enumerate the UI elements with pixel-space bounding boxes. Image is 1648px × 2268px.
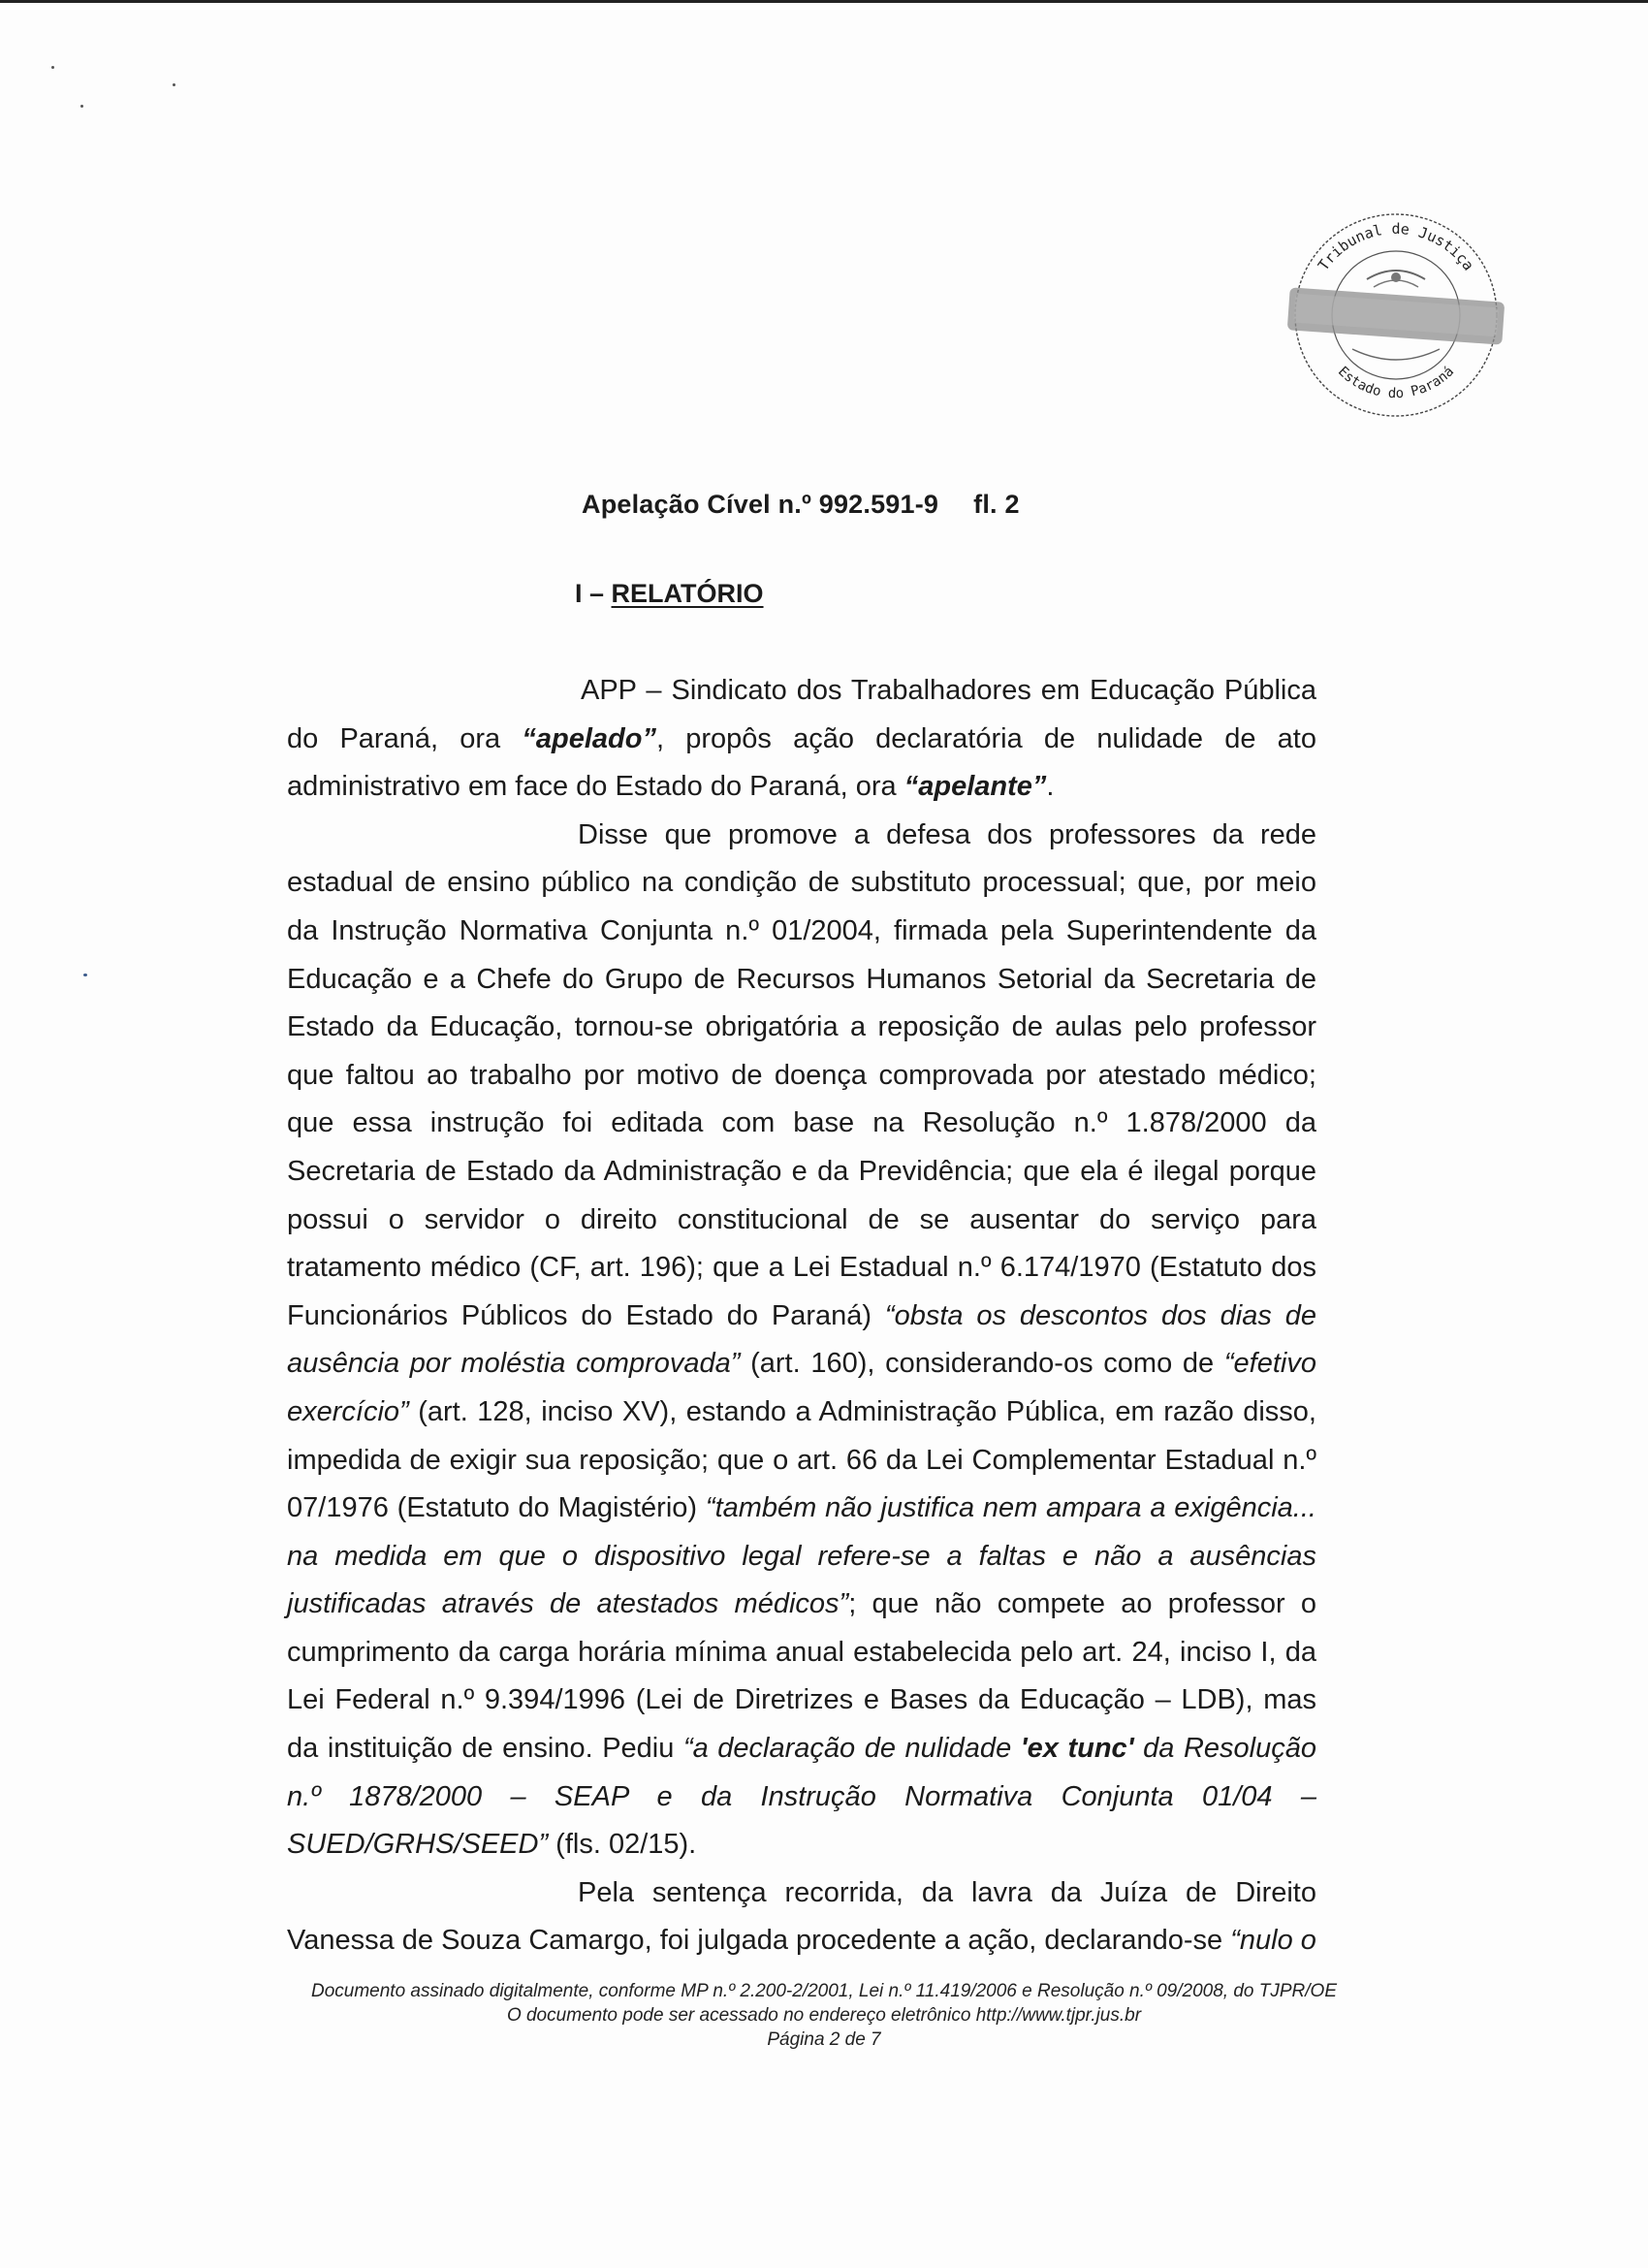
scan-speck	[173, 83, 175, 86]
svg-text:Estado do Paraná: Estado do Paraná	[1334, 364, 1458, 402]
quotation: “também não justifica nem ampara a exigência... na medida em que o dispositivo legal refere-se a faltas e não a ausências justificadas através de atestados médicos”	[287, 1492, 1316, 1620]
footer-signature-note: Documento assinado digitalmente, conforme MP n.º 2.200-2/2001, Lei n.º 11.419/2006 e Resolução n.º 09/2008, do TJPR/OE	[310, 1981, 1338, 2001]
paragraph-text: (fls. 02/15).	[548, 1829, 697, 1861]
quotation: “obsta os descontos dos dias de ausência por moléstia comprovada”	[287, 1299, 1316, 1380]
quoted-term: “apelante”	[903, 771, 1047, 803]
report-body	[287, 667, 1316, 1965]
case-number: Apelação Cível n.º 992.591-9	[582, 490, 939, 519]
quoted-term: “apelado”	[522, 722, 656, 754]
quotation: “a declaração de nulidade	[682, 1733, 1021, 1765]
quotation: “efetivo exercício”	[287, 1348, 1316, 1427]
quotation: da Resolução n.º 1878/2000 – SEAP e da Instrução Normativa Conjunta 01/04 – SUED/GRHS/SEED”	[287, 1733, 1316, 1861]
case-header	[582, 490, 1020, 520]
paragraph-text: .	[1046, 771, 1055, 803]
quotation: “nulo o	[1230, 1925, 1316, 1957]
paragraph-text: Pela sentença recorrida, da lavra da Juíza de Direito Vanessa de Souza Camargo, foi julgada procedente a ação, declarando-se	[287, 1876, 1316, 1957]
paragraph-text: ; que não compete ao professor o cumprimento da carga horária mínima anual estabelecida pelo art. 24, inciso I, da Lei Federal n.º 9.394/1996 (Lei de Diretrizes e Bases da Educação – LDB), mas da instituição de ensino. Pediu	[287, 1588, 1316, 1765]
paragraph-text: (art. 128, inciso XV), estando a Administração Pública, em razão disso, impedida de exigir sua reposição; que o art. 66 da Lei Complementar Estadual n.º 07/1976 (Estatuto do Magistério)	[287, 1395, 1316, 1524]
paragraph-3	[287, 1869, 1316, 1965]
section-title: RELATÓRIO	[611, 579, 764, 608]
paragraph-1	[287, 667, 1316, 812]
paragraph-text: (art. 160), considerando-os como de	[740, 1348, 1224, 1380]
paragraph-text: Disse que promove a defesa dos professores da rede estadual de ensino público na condição de substituto processual; que, por meio da Instrução Normativa Conjunta n.º 01/2004, firmada pela Superintendente da Educação e a Chefe do Grupo de Recursos Humanos Setorial da Secretaria de Estado da Educação, tornou-se obrigatória a reposição de aulas pelo professor que faltou ao trabalho por motivo de doença comprovada por atestado médico; que essa instrução foi editada com base na Resolução n.º 1.878/2000 da Secretaria de Estado da Administração e da Previdência; que ela é ilegal porque possui o servidor o direito constitucional de se ausentar do serviço para tratamento médico (CF, art. 196); que a Lei Estadual n.º 6.174/1970 (Estatuto dos Funcionários Públicos do Estado do Paraná)	[287, 818, 1316, 1331]
scan-speck	[51, 66, 54, 69]
quoted-term: 'ex tunc'	[1020, 1733, 1134, 1765]
section-heading	[575, 579, 764, 609]
svg-text:Tribunal de Justiça: Tribunal de Justiça	[1314, 220, 1478, 274]
footer-page-number: Página 2 de 7	[767, 2029, 881, 2050]
footer-access-note: O documento pode ser acessado no endereço eletrônico http://www.tjpr.jus.br	[506, 2005, 1142, 2026]
scan-speck	[80, 105, 83, 108]
paragraph-2	[287, 812, 1316, 1869]
seal-graphic	[1284, 204, 1507, 427]
digital-signature-footer	[194, 1979, 1454, 2052]
court-seal-stamp	[1284, 204, 1507, 427]
top-scan-edge	[0, 0, 1648, 3]
sheet-number: fl. 2	[973, 490, 1020, 519]
paragraph-text: , propôs ação declaratória de nulidade de ato administrativo em face do Estado do Paraná, ora	[287, 722, 1316, 803]
scan-speck	[83, 974, 87, 976]
paragraph-text: APP – Sindicato dos Trabalhadores em Educação Pública do Paraná, ora	[287, 675, 1316, 754]
section-prefix: I –	[575, 579, 612, 608]
